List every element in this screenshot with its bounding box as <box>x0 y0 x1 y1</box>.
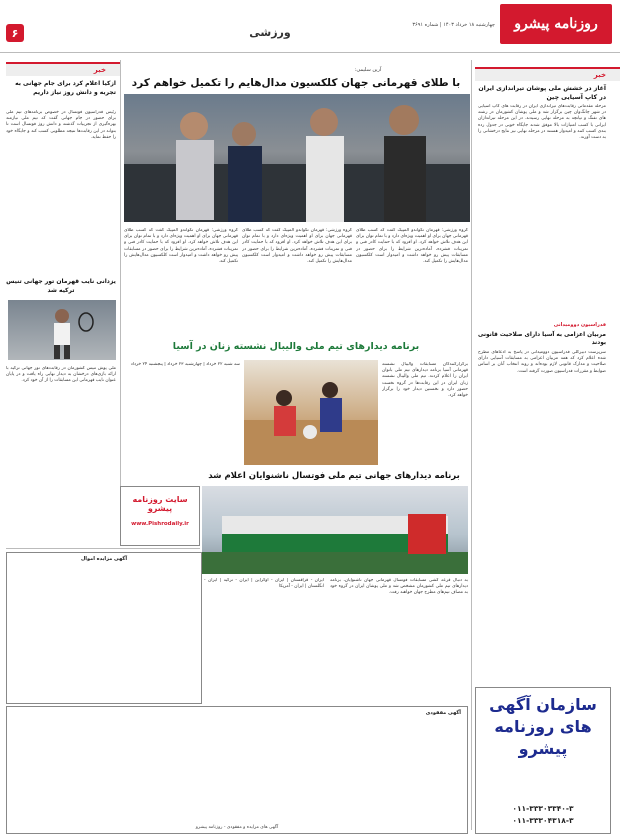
website-ad-title: سایت روزنامه پیشرو <box>132 495 188 513</box>
main-body-col3: گروه ورزشی: قهرمان تکواندو المپیک گفت که کسب طلای قهرمانی جهان برای او اهمیت ویژه‌ای دارد و با تمام توان برای این هدف تلاش خواهد کرد. او افزود که با حمایت کادر فنی و تمرینات فشرده، آماده‌ترین شرایط را برای حضور در مسابقات پیش رو خواهد داشت و امیدوار است کلکسیون مدال‌هایش را تکمیل کند. <box>124 228 238 265</box>
volleyball-schedule: سه شنبه ۲۲ خرداد | چهارشنبه ۲۳ خرداد | پنجشنبه ۲۴ خرداد <box>130 362 240 367</box>
left-khabar-label: خبر <box>93 66 106 74</box>
notice-box-1 <box>6 552 202 704</box>
volleyball-image <box>244 360 378 465</box>
left-headline: ازکیا اعلام کرد برای جام جهانی به تجربه و دانش روز نیاز داریم <box>15 80 116 96</box>
brand-logo: روزنامه پیشرو <box>500 4 612 44</box>
notice-2-title: آگهی مفقودی <box>425 710 461 716</box>
main-kicker: آرین سلیمی: <box>354 67 382 73</box>
right-khabar-bar <box>475 67 620 81</box>
column-divider <box>471 60 472 830</box>
left-khabar-bar <box>6 62 120 76</box>
ad-phone-1: ۰۱۱-۳۳۳۰۳۳۴۰-۳ <box>512 804 574 813</box>
futsal-headline: برنامه دیدارهای جهانی تیم ملی فوتسال ناشنوایان اعلام شد <box>208 471 460 481</box>
page-number: ۶ <box>6 24 24 42</box>
right-subbody: سرپرست دبیرکلی فدراسیون دوومیدانی در پاسخ به ادعاهای مطرح شده اعلام کرد که همه مربیان اعزامی به مسابقات آسیایی دارای صلاحیت و مدارک قانونی لازم بوده‌اند و روند انتخاب آنان بر اساس ضوابط و مقررات فدراسیون صورت گرفته است. <box>478 350 606 374</box>
ad-title: سازمان آگهی های روزنامه پیشرو <box>489 695 597 758</box>
main-body-col1: گروه ورزشی: قهرمان تکواندو المپیک گفت که کسب طلای قهرمانی جهان برای او اهمیت ویژه‌ای دارد و با تمام توان برای این هدف تلاش خواهد کرد. او افزود که با حمایت کادر فنی و تمرینات فشرده، آماده‌ترین شرایط را برای حضور در مسابقات پیش رو خواهد داشت و امیدوار است کلکسیون مدال‌هایش را تکمیل کند. <box>356 228 468 265</box>
right-subkicker: فدراسیون دوومیدانی <box>553 322 606 328</box>
dateline: چهارشنبه ۱۸ خرداد ۱۴۰۳ | شماره ۳۶۹۱ <box>412 22 495 28</box>
ad-box <box>475 687 611 834</box>
main-headline: با طلای قهرمانی جهان کلکسیون مدال‌هایم را تکمیل خواهم کرد <box>131 77 461 89</box>
left-subheadline: یزدانی نایب قهرمان تور جهانی تنیس ترکیه شد <box>6 278 116 294</box>
website-ad[interactable] <box>120 486 200 546</box>
website-ad-url[interactable]: www.Pishrodaily.ir <box>131 521 189 527</box>
right-subheadline: مربیان اعزامی به آسیا دارای صلاحیت قانونی بودند <box>478 332 606 346</box>
volleyball-headline: برنامه دیدارهای تیم ملی والیبال نشسته زنان در آسیا <box>172 341 420 352</box>
left-subbody: ملی پوش تنیس کشورمان در رقابت‌های تور جهانی ترکیه با ارائه بازی‌های درخشان به دیدار نهایی راه یافت و در پایان عنوان نایب قهرمانی این مسابقات را از آن خود کرد. <box>6 366 116 384</box>
futsal-photo <box>202 486 468 574</box>
volleyball-photo <box>244 360 378 465</box>
tennis-photo <box>8 300 116 360</box>
main-photo <box>124 94 470 222</box>
futsal-team-image <box>202 486 468 574</box>
left-body: رئیس فدراسیون فوتسال در خصوص برنامه‌های تیم ملی برای حضور در جام جهانی گفت که تیم ملی نیازمند بهره‌گیری از تجربیات گذشته و دانش روز فوتسال است تا بتواند در این رقابت‌ها نتیجه مطلوبی کسب کند و جایگاه خود را حفظ نماید. <box>6 110 116 140</box>
notice-1-title: آگهی مزایده اموال <box>80 556 128 562</box>
notice-box-2 <box>6 706 468 834</box>
notice-divider <box>6 548 200 549</box>
right-khabar-label: خبر <box>593 71 606 79</box>
athletes-image <box>124 94 470 222</box>
tennis-player-image <box>8 300 116 360</box>
column-divider <box>120 60 121 530</box>
futsal-body: به دنبال قرعه کشی مسابقات فوتسال قهرمانی جهان ناشنوایان، برنامه دیدارهای تیم ملی کشورمان مشخص شد و ملی پوشان ایران در گروه خود به مصاف تیم‌های مطرح جهان خواهند رفت. <box>330 578 468 596</box>
right-headline: آغاز در خشش ملی پوشان تیراندازی ایران در کاپ آسیایی چین <box>478 85 606 101</box>
section-title: ورزشی <box>249 26 291 39</box>
ad-phone-2: ۰۱۱-۳۳۳۰۴۳۱۸-۳ <box>512 816 574 825</box>
futsal-teams: ایران - قزاقستان | ایران - اوکراین | ایران - ترکیه | ایران - انگلستان | ایران - آمریکا <box>204 578 324 590</box>
volleyball-body: برگزارکنندگان مسابقات والیبال نشسته قهرمانی آسیا برنامه دیدارهای تیم ملی بانوان ایران را اعلام کردند. تیم ملی والیبال نشسته زنان ایران در این رقابت‌ها در گروه نخست حضور دارد و نخستین دیدار خود را برگزار خواهد کرد. <box>382 362 468 399</box>
right-body: مرحله مقدماتی رقابت‌های تیراندازی ایران در رقابت های کاپ آسیایی در شهر چانگ‌وان چین برگزار شد و ملی پوشان کشورمان در رشته های تفنگ و تپانچه به مرحله نهایی رسیدند. در این مرحله تیراندازان ایرانی با کسب امتیازات بالا موفق شدند جایگاه خوبی در جدول رده بندی کسب کنند و امیدوار هستند در مرحله نهایی نیز نتایج درخشانی را به دست آورند. <box>478 104 606 141</box>
main-body-col2: گروه ورزشی: قهرمان تکواندو المپیک گفت که کسب طلای قهرمانی جهان برای او اهمیت ویژه‌ای دارد و با تمام توان برای این هدف تلاش خواهد کرد. او افزود که با حمایت کادر فنی و تمرینات فشرده، آماده‌ترین شرایط را برای حضور در مسابقات پیش رو خواهد داشت و امیدوار است کلکسیون مدال‌هایش را تکمیل کند. <box>242 228 352 265</box>
notice-footer: آگهی های مزایده و مفقودی - روزنامه پیشرو <box>195 825 279 830</box>
